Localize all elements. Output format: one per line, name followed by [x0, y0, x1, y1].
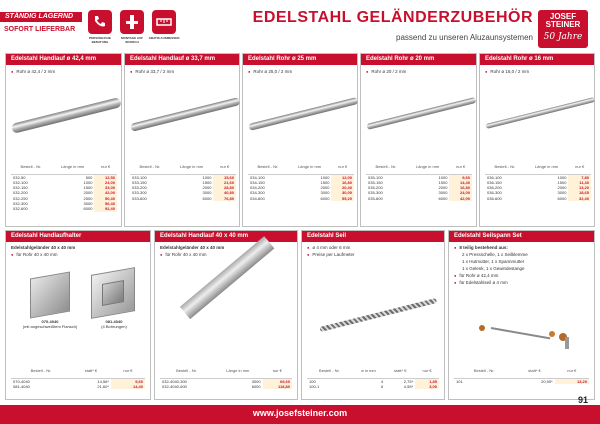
table-row: 081-4040 21,60* 14,40: [13, 383, 143, 389]
spec-line: Edelstahlgeländer 40 x 40 mm: [160, 245, 225, 250]
tube-image: [248, 97, 358, 131]
price-table: [130, 161, 236, 201]
phone-consulting-icon: [88, 10, 112, 34]
col-price: nur €: [94, 161, 117, 174]
table-row: 034-150 1500 16,80: [250, 179, 352, 185]
table-row: 035-600 6000 42,00: [368, 195, 470, 201]
col-length: Länge in mm: [213, 365, 263, 378]
table-row: 032-300 3000 56,40: [13, 200, 115, 206]
rope-image: [319, 298, 437, 332]
col-length: Länge in mm: [170, 161, 214, 174]
col-order-no: Bestell - Nr.: [485, 161, 525, 174]
table-row: 036-600 6000 32,40: [487, 195, 589, 201]
col-price: nur €: [568, 161, 591, 174]
footer-website-link[interactable]: www.josefsteiner.com: [252, 408, 348, 418]
ribbon-deliverable: SOFORT LIEFERBAR: [4, 26, 76, 33]
panel-steel-rope: [301, 230, 445, 400]
page-footer: [0, 405, 600, 424]
col-length: Länge in mm: [406, 161, 450, 174]
spec-bullet: ● Rohr ø 20 / 2 mm: [366, 69, 406, 75]
badge-label-mounting: MONTAGE AUF WUNSCH: [121, 36, 143, 44]
table-row: 032-4040-600 6000 118,80: [162, 383, 290, 389]
spec-bullet: ● Rohr ø 16,0 / 2 mm: [485, 69, 529, 75]
col-order-no: Bestell - Nr.: [307, 365, 352, 378]
col-order-no: Bestell - Nr.: [130, 161, 170, 174]
panel-title: Edelstahl Seilspann Set: [449, 231, 594, 242]
col-price: nur €: [331, 161, 354, 174]
table-row: 035-100 1000 9,60: [368, 174, 470, 180]
table-row: 101 20,90* 13,20: [456, 378, 587, 384]
table-row: 036-150 1500 11,40: [487, 179, 589, 185]
table-row: 033-150 1500 21,60: [132, 179, 234, 185]
table-row: 032-4040-300 3000 69,60: [162, 378, 290, 384]
page-subtitle: passend zu unseren Aluzaunsystemen: [396, 33, 533, 42]
caption-welded: 070-4040 (mit angeschweißtem Flansch): [22, 319, 78, 329]
logo-line-1: JOSEF: [549, 12, 577, 21]
table-row: 032-150 1500 33,00: [13, 185, 115, 191]
spec-bullet: ● Rohr ø 25,0 / 2 mm: [248, 69, 292, 75]
panel-title: Edelstahl Rohr ø 16 mm: [480, 54, 594, 65]
table-row: 034-100 1000 12,00: [250, 174, 352, 180]
logo-line-2: STEINER: [545, 20, 581, 29]
table-row: 033-600 6000 76,80: [132, 195, 234, 201]
spec-bullet: ● für Rohr ø 42,4 mm: [454, 273, 498, 279]
panel-title: Edelstahl Seil: [302, 231, 444, 242]
tube-image: [366, 97, 476, 130]
set-item: 2 x Pressschelle, 1 x Seilklemme: [462, 252, 528, 257]
table-row: 032-600 6000 92,40: [13, 206, 115, 212]
panel-title: Edelstahl Handlauf ø 33,7 mm: [125, 54, 239, 65]
col-old-price: statt* €: [71, 365, 111, 378]
spec-bullet: ● für Edelstahlseil ø 4 mm: [454, 280, 508, 286]
badge-label-measure: GRATIS AUSMESSEN: [148, 36, 180, 40]
price-table: [11, 365, 145, 389]
page-header: [0, 0, 600, 54]
panel-title: Edelstahl Handlauf ø 42,4 mm: [6, 54, 121, 65]
col-price: nur €: [263, 365, 292, 378]
table-row: 032-200 2000 42,00: [13, 190, 115, 196]
table-row: 036-100 1000 7,80: [487, 174, 589, 180]
table-row: 100-1 6 4,55* 3,00: [309, 383, 437, 389]
spec-bullet: ● Rohr ø 33,7 / 2 mm: [130, 69, 174, 75]
price-table: [11, 161, 117, 212]
table-row: 100 4 2,75* 1,85: [309, 378, 437, 384]
logo-text: [538, 13, 588, 29]
table-row: 034-600 6000 55,20: [250, 195, 352, 201]
col-old-price: statt* €: [514, 365, 554, 378]
tube-image: [11, 97, 122, 134]
panel-title: Edelstahl Rohr ø 20 mm: [361, 54, 476, 65]
table-row: 070-4040 14,56* 9,60: [13, 378, 143, 384]
panel-handrail-holder: [5, 230, 151, 400]
price-table: [485, 161, 591, 201]
holder-plate-image: [91, 267, 135, 319]
price-table: [307, 365, 439, 389]
stock-ribbon: [0, 12, 82, 35]
badge-label-consulting: PERSÖNLICHE BERATUNG: [89, 36, 111, 44]
tube-image: [485, 97, 595, 129]
col-diameter: ø in mm: [352, 365, 386, 378]
col-order-no: Bestell - Nr.: [454, 365, 514, 378]
panel-title: Edelstahl Rohr ø 25 mm: [243, 54, 357, 65]
col-order-no: Bestell - Nr.: [160, 365, 213, 378]
table-row: 033-100 1000 15,60: [132, 174, 234, 180]
table-row: 036-200 2000 13,20: [487, 185, 589, 191]
table-row: 032-50 500 12,50: [13, 174, 115, 180]
col-length: Länge in mm: [51, 161, 95, 174]
table-row: 032-100 1000 24,00: [13, 179, 115, 185]
table-row: 033-300 3000 40,80: [132, 190, 234, 196]
panel-tube-25: [242, 53, 358, 227]
caption-plate: 081-4040 (4 Bohrungen): [101, 319, 127, 329]
table-row: 032-250 2500 50,40: [13, 195, 115, 201]
panel-handrail-square: [154, 230, 298, 400]
page-title: EDELSTAHL GELÄNDERZUBEHÖR: [252, 9, 533, 26]
set-item: 1 x Hutmutter, 1 x Spannmutter: [462, 259, 525, 264]
table-row: 036-300 3000 18,65: [487, 190, 589, 196]
price-table: [454, 365, 589, 384]
tube-image: [130, 97, 241, 132]
price-table: [160, 365, 292, 389]
panel-title: Edelstahl Handlauf 40 x 40 mm: [155, 231, 297, 242]
spec-bullet: ● Rohr ø 42,4 / 2 mm: [11, 69, 55, 75]
table-row: 033-200 2000 28,80: [132, 185, 234, 191]
holder-welded-image: [30, 271, 70, 318]
table-row: 034-300 3000 30,00: [250, 190, 352, 196]
price-table: [366, 161, 472, 201]
panel-handrail-42: [5, 53, 122, 227]
set-item: 1 x Gelenk, 1 x Gewindestange: [462, 266, 525, 271]
col-order-no: Bestell - Nr.: [366, 161, 406, 174]
col-price: nur €: [555, 365, 589, 378]
spec-bullet: ● für Rohr 40 x 40 mm: [160, 252, 206, 258]
col-length: Länge in mm: [525, 161, 569, 174]
ribbon-in-stock: STÄNDIG LAGERND: [0, 12, 82, 22]
spec-bullet: ● 8 teilig bestehend aus:: [454, 245, 508, 251]
measure-free-icon: [152, 10, 176, 34]
col-order-no: Bestell - Nr.: [11, 161, 51, 174]
tools-mounting-icon: [120, 10, 144, 34]
spec-bullet: ● ø 4 mm oder 6 mm: [307, 245, 350, 251]
col-price: nur €: [213, 161, 236, 174]
spec-bullet: ● für Rohr 40 x 40 mm: [11, 252, 57, 258]
col-length: Länge in mm: [288, 161, 332, 174]
panel-title: Edelstahl Handlaufhalter: [6, 231, 150, 242]
table-row: 034-200 2000 20,40: [250, 185, 352, 191]
spec-line: Edelstahlgeländer 40 x 40 mm: [11, 245, 76, 250]
col-price: nur €: [415, 365, 439, 378]
col-price: nur €: [449, 161, 472, 174]
col-price: nur €: [111, 365, 145, 378]
col-order-no: Bestell - Nr.: [248, 161, 288, 174]
table-row: 035-150 1500 14,40: [368, 179, 470, 185]
table-row: 035-200 2000 16,80: [368, 185, 470, 191]
price-table: [248, 161, 354, 201]
panel-rope-tension-set: [448, 230, 595, 400]
panel-tube-16: [479, 53, 595, 227]
brand-logo: [538, 10, 588, 48]
table-row: 035-300 3000 24,00: [368, 190, 470, 196]
page-number: 91: [578, 395, 589, 405]
logo-anniversary: 50 Jahre: [543, 32, 583, 42]
tension-set-image: [479, 313, 579, 353]
col-order-no: Bestell - Nr.: [11, 365, 71, 378]
spec-bullet: ● Preise per Laufmeter: [307, 252, 354, 258]
panel-handrail-33: [124, 53, 240, 227]
col-old-price: statt* €: [385, 365, 415, 378]
panel-tube-20: [360, 53, 477, 227]
